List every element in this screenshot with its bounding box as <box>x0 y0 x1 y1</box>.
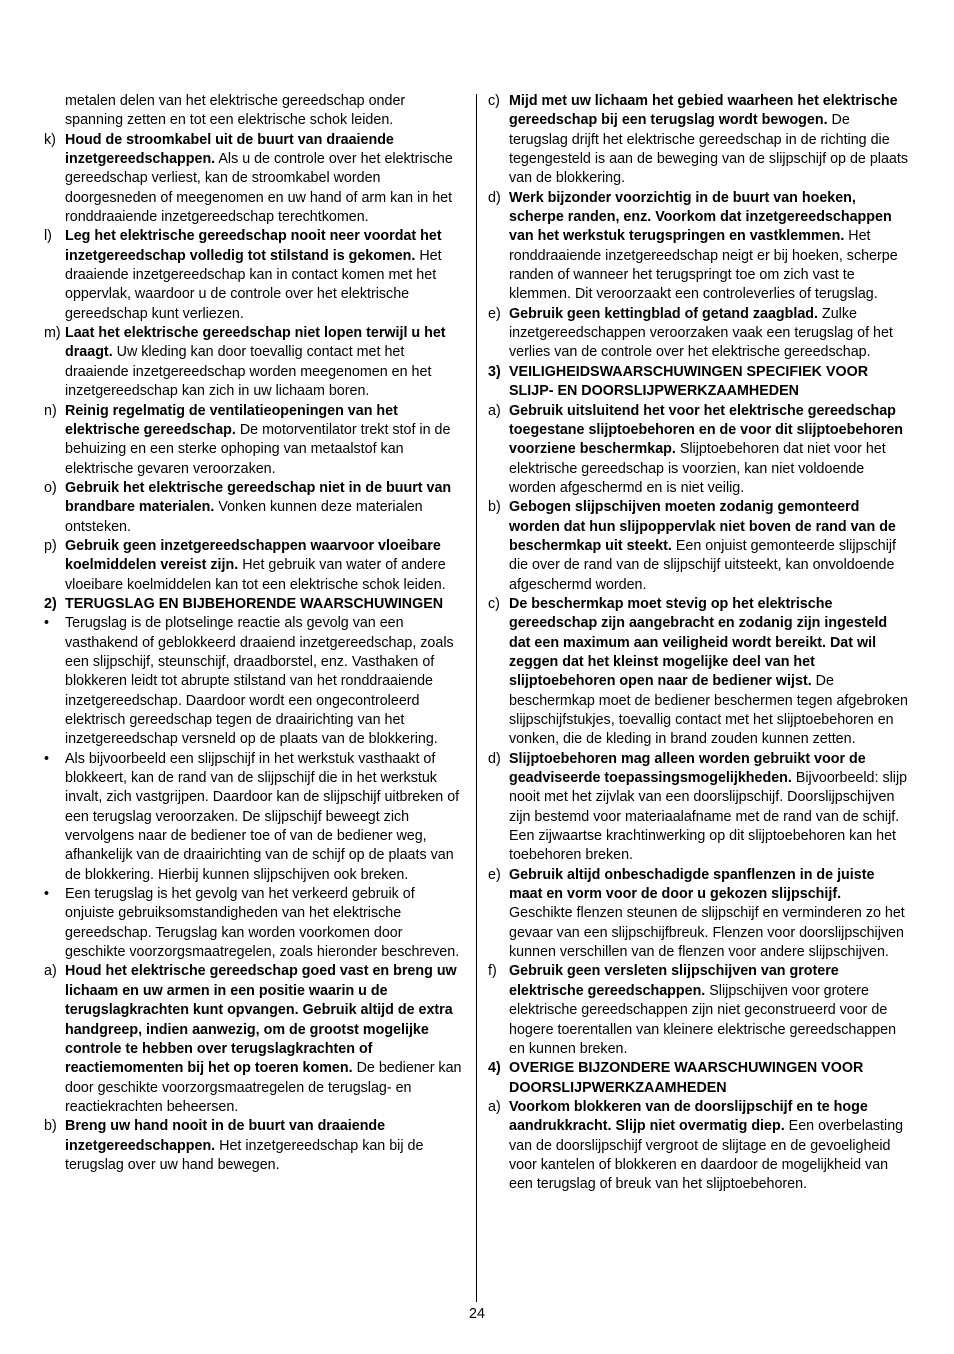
bullet-item <box>44 750 464 885</box>
bullet-item <box>44 885 464 962</box>
section-heading <box>44 595 464 614</box>
list-item <box>44 1117 464 1175</box>
warning-text: metalen delen van het elektrische gereedschap onder spanning zetten en tot een elektrische schok leiden. <box>65 93 406 129</box>
warning-text: Als bijvoorbeeld een slijpschijf in het werkstuk vasthaakt of blokkeert, kan de rand van de slijpschijf die in het werkstuk invalt, zich vastgrijpen. Daardoor kan de slijpschijf uitbreken of een terugslag veroorzaken. De slijpschijf beweegt zich vervolgens naar de bediener toe of van de bediener weg, afhankelijk van de draairichting van de schijf op de plaats van de blokkering. Hierbij kunnen slijpschijven ook breken. <box>65 750 460 883</box>
warning-text: Het ronddraaiende inzetgereedschap neigt er bij hoeken, scherpe randen of wanneer het terugspringt toe om zich vast te klemmen. Dit veroorzaakt een controleverlies of terugslag. <box>509 228 898 303</box>
warning-title: Gebruik altijd onbeschadigde spanflenzen in de juiste maat en vorm voor de door u gekozen slijpschijf. <box>509 866 875 903</box>
warning-title: Breng uw hand nooit in de buurt van draaiende inzetgereedschappen. <box>65 1118 386 1154</box>
warning-text: Bijvoorbeeld: slijp nooit met het zijvlak van een doorslijpschijf. Doorslijpschijven zijn bestemd voor materiaalafname met de rand van de schijf. Een zijwaartse krachtinwerking op dit slijptoebehoren kan het toebehoren breken. <box>509 770 908 864</box>
item-marker: d) <box>488 189 501 206</box>
warning-title: Gebruik geen kettingblad of getand zaagblad. <box>509 305 819 322</box>
warning-text: De bediener kan door geschikte voorzorgsmaatregelen de terugslag- en reactiekrachten beheersen. <box>65 1060 462 1115</box>
right-column <box>488 92 908 1195</box>
item-marker: • <box>44 615 50 632</box>
list-item <box>44 324 464 401</box>
warning-text: Slijptoebehoren dat niet voor het elektrische gereedschap is voorzien, kan niet voldoende worden afgeschermd en is niet veilig. <box>509 441 886 496</box>
list-item <box>488 305 908 363</box>
list-item <box>488 595 908 750</box>
item-marker: a) <box>44 963 57 980</box>
warning-title: De beschermkap moet stevig op het elektrische gereedschap zijn aangebracht en zodanig zijn ingesteld dat een maximum aan veiligheid wordt bereikt. Dat wil zeggen dat het kleinst mogelijke deel van het slijptoebehoren open naar de bediener wijst. <box>509 595 888 690</box>
item-marker: m) <box>44 325 61 342</box>
item-marker: c) <box>488 595 500 612</box>
warning-text: Het gebruik van water of andere vloeibare koelmiddelen kan tot een elektrische schok leiden. <box>65 557 446 593</box>
warning-title: Leg het elektrische gereedschap nooit neer voordat het inzetgereedschap volledig tot stilstand is gekomen. <box>65 228 442 264</box>
item-marker: 3) <box>488 363 501 380</box>
item-marker: l) <box>44 228 52 245</box>
warning-text: Een overbelasting van de doorslijpschijf vergroot de slijtage en de gevoeligheid voor kantelen of blokkeren en daardoor de mogelijkheid van een terugslag of breuk van het slijptoebehoren. <box>509 1118 904 1193</box>
item-marker: e) <box>488 305 501 322</box>
list-item <box>44 92 464 131</box>
heading-text: VEILIGHEIDSWAARSCHUWINGEN SPECIFIEK VOOR SLIJP- EN DOORSLIJPWERKZAAMHEDEN <box>509 363 869 400</box>
list-item <box>44 537 464 595</box>
item-marker: • <box>44 750 50 767</box>
section-heading <box>488 363 908 402</box>
warning-title: Gebruik het elektrische gereedschap niet in de buurt van brandbare materialen. <box>65 479 452 516</box>
list-item <box>44 479 464 537</box>
list-item <box>44 131 464 228</box>
item-marker: p) <box>44 537 57 554</box>
item-marker: n) <box>44 402 57 419</box>
list-item <box>488 189 908 305</box>
item-marker: c) <box>488 93 500 109</box>
list-item <box>488 92 908 189</box>
list-item <box>44 962 464 1117</box>
item-marker: e) <box>488 866 501 883</box>
item-marker: 2) <box>44 595 57 612</box>
item-marker: a) <box>488 402 501 419</box>
warning-text: Slijpschijven voor grotere elektrische gereedschappen zijn niet geconstrueerd voor de hogere toerentallen van kleinere elektrische gereedschappen en kunnen breken. <box>509 982 897 1057</box>
heading-text: OVERIGE BIJZONDERE WAARSCHUWINGEN VOOR DOORSLIJPWERKZAAMHEDEN <box>509 1060 864 1096</box>
column-divider <box>476 94 477 1302</box>
warning-text: De beschermkap moet de bediener beschermen tegen afgebroken slijpschijfstukjes, toevallig contact met het slijptoebehoren en vonken, die de kleding in brand zouden kunnen zetten. <box>509 673 908 748</box>
warning-text: Terugslag is de plotselinge reactie als gevolg van een vasthakend of geblokkeerd draaiend inzetgereedschap, zoals een slijpschijf, steunschijf, draadborstel, enz. Vasthaken of blokkeren leidt tot abrupte stilstand van het ronddraaiende inzetgereedschap. Daardoor wordt een ongecontroleerd elektrisch gereedschap tegen de draairichting van het inzetgereedschap versneld op de plaats van de blokkering. <box>65 615 454 748</box>
page-number: 24 <box>469 1306 485 1322</box>
list-item <box>488 402 908 499</box>
list-item <box>44 227 464 324</box>
warning-title: Gebruik uitsluitend het voor het elektrische gereedschap toegestane slijptoebehoren en de voor dit slijptoebehoren voorziene beschermkap. <box>509 402 904 458</box>
list-item <box>488 1098 908 1195</box>
list-item <box>488 750 908 866</box>
warning-text: Een terugslag is het gevolg van het verkeerd gebruik of onjuiste gebruiksomstandigheden van het elektrische gereedschap. Terugslag kan worden voorkomen door geschikte voorzorgsmaatregelen, zoals hieronder beschreven. <box>65 886 460 961</box>
warning-title: Laat het elektrische gereedschap niet lopen terwijl u het draagt. <box>65 325 446 361</box>
warning-title: Voorkom blokkeren van de doorslijpschijf en te hoge aandrukkracht. Slijp niet overmatig diep. <box>509 1098 868 1135</box>
warning-title: Gebruik geen versleten slijpschijven van grotere elektrische gereedschappen. <box>509 963 839 999</box>
warning-text: De terugslag drijft het elektrische gereedschap in de richting die tegengesteld is aan de beweging van de slijpschijf op de plaats van de blokkering. <box>509 112 909 187</box>
warning-title: Houd het elektrische gereedschap goed vast en breng uw lichaam en uw armen in een positie waarin u de terugslagkrachten kunt opvangen. Gebruik altijd de extra handgreep, indien aanwezig, om de grootst mogelijke controle te hebben over terugslagkrachten of reactiemomenten bij het op toeren komen. <box>65 963 457 1077</box>
warning-title: Werk bijzonder voorzichtig in de buurt van hoeken, scherpe randen, enz. Voorkom dat inzetgereedschappen van het werkstuk terugspringen en vastklemmen. <box>509 189 892 245</box>
warning-title: Reinig regelmatig de ventilatieopeningen van het elektrische gereedschap. <box>65 402 398 438</box>
heading-text: TERUGSLAG EN BIJBEHORENDE WAARSCHUWINGEN <box>65 595 444 612</box>
bullet-item <box>44 614 464 749</box>
warning-text: Uw kleding kan door toevallig contact met het draaiende inzetgereedschap worden meegenomen en het inzetgereedschap kan zich in uw lichaam boren. <box>65 344 432 400</box>
item-marker: b) <box>44 1118 57 1135</box>
list-item <box>44 402 464 479</box>
warning-title: Mijd met uw lichaam het gebied waarheen het elektrische gereedschap bij een terugslag wordt bewogen. <box>509 93 898 129</box>
item-marker: d) <box>488 750 501 767</box>
list-item <box>488 498 908 595</box>
warning-text: Zulke inzetgereedschappen veroorzaken vaak een terugslag of het verlies van de controle over het elektrische gereedschap. <box>509 305 893 361</box>
warning-text: Geschikte flenzen steunen de slijpschijf en verminderen zo het gevaar van een slijpschijfbreuk. Flenzen voor doorslijpschijven kunnen verschillen van de flenzen voor andere slijpschijven. <box>509 905 905 961</box>
warning-title: Gebruik geen inzetgereedschappen waarvoor vloeibare koelmiddelen vereist zijn. <box>65 537 441 574</box>
warning-text: Als u de controle over het elektrische gereedschap verliest, kan de stroomkabel worden doorgesneden of meegenomen en uw hand of arm kan in het ronddraaiende inzetgereedschap terechtkomen. <box>65 151 453 226</box>
item-marker: • <box>44 886 50 903</box>
section-heading <box>488 1059 908 1098</box>
warning-text: Vonken kunnen deze materialen ontsteken. <box>65 499 423 535</box>
warning-text: Een onjuist gemonteerde slijpschijf die over de rand van de slijpschijf uitsteekt, kan onvoldoende afgeschermd worden. <box>509 537 897 593</box>
list-item <box>488 962 908 1059</box>
item-marker: b) <box>488 499 501 516</box>
item-marker: 4) <box>488 1060 501 1077</box>
item-marker: o) <box>44 479 57 496</box>
left-column <box>44 92 464 1175</box>
warning-text: De motorventilator trekt stof in de behuizing en een sterke ophoping van metaalstof kan elektrische gevaren veroorzaken. <box>65 421 451 477</box>
warning-title: Slijptoebehoren mag alleen worden gebruikt voor de geadviseerde toepassingsmogelijkheden. <box>509 750 866 787</box>
warning-title: Gebogen slijpschijven moeten zodanig gemonteerd worden dat hun slijpoppervlak niet boven de rand van de beschermkap uit steekt. <box>509 499 896 554</box>
item-marker: f) <box>488 963 497 980</box>
warning-text: Het inzetgereedschap kan bij de terugslag over uw hand bewegen. <box>65 1137 424 1173</box>
warning-title: Houd de stroomkabel uit de buurt van draaiende inzetgereedschappen. <box>65 131 394 168</box>
warning-text: Het draaiende inzetgereedschap kan in contact komen met het oppervlak, waardoor u de controle over het elektrische gereedschap kunt verliezen. <box>65 247 442 322</box>
item-marker: k) <box>44 131 56 148</box>
item-marker: a) <box>488 1098 501 1115</box>
list-item <box>488 866 908 963</box>
